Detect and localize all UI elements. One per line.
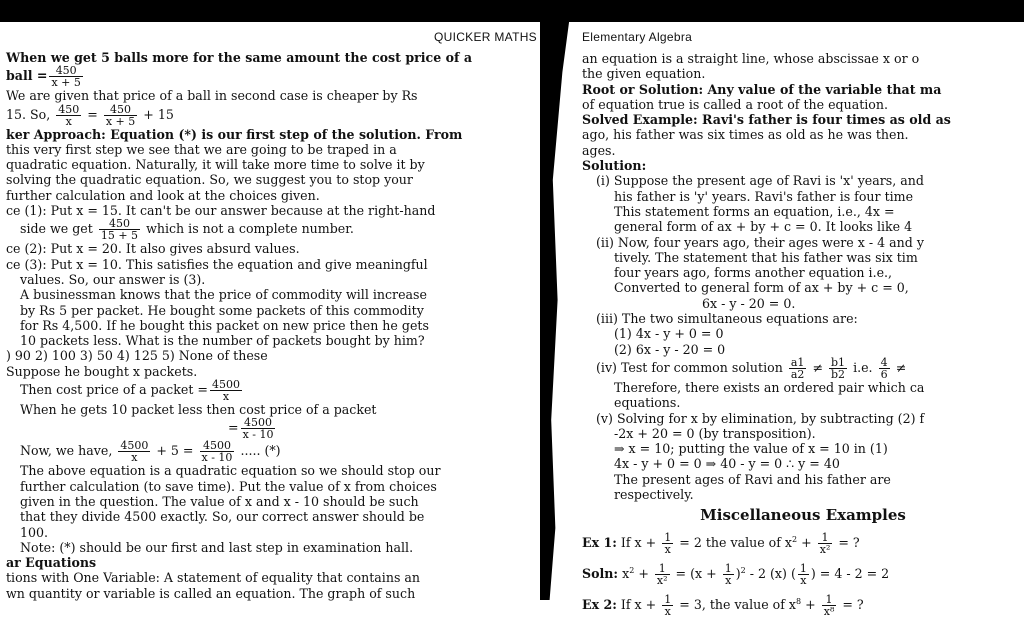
fraction: $\frac{1}{\text{x⁸}}$ [823, 593, 835, 618]
text-line: This statement forms an equation, i.e., 4x = [614, 203, 895, 219]
text-line: equations. [614, 395, 681, 411]
text-line: Suppose he bought x packets. [6, 363, 198, 379]
right-page-body [582, 51, 1024, 617]
text-line: (v) Solving for x by elimination, by subtracting (2) f [596, 410, 925, 426]
example-1: Ex 1: If x + $\frac{1}{x}$ = 2 the value of $x^2$ + $\frac{1}{\text{x²}}$ = ? [582, 530, 860, 556]
fraction: $\frac{4500}{x}$ [211, 378, 240, 404]
text-line: Now, we have, $\frac{4500}{x}$ + 5 = $\frac{4500}{x - 10}$ ..... (*) [20, 439, 281, 465]
text-line: A businessman knows that the price of commodity will increase [20, 287, 427, 303]
fraction: $\frac{4500}{x}$ [120, 439, 149, 465]
text-line: Root or Solution: Any value of the variable that ma [582, 81, 942, 97]
text-line: = $\frac{4500}{x - 10}$ [228, 416, 274, 442]
text-line: 100. [20, 524, 49, 540]
page-header-right: Elementary Algebra [582, 30, 693, 44]
text-line: general form of ax + by + c = 0. It looks like 4 [614, 219, 913, 235]
solution-1: Soln: $x^2$ + $\frac{1}{\text{x²}}$ = (x + $\frac{1}{x}$ )$^2$ - 2 (x) ( $\frac{1}{x}$ ) = 4 - 2 = 2 [582, 561, 890, 587]
right-page [572, 22, 1024, 618]
text-line: ages. [582, 142, 616, 158]
text-line: Solved Example: Ravi's father is four times as old as [582, 112, 951, 128]
fraction: $\frac{450}{x + 5}$ [51, 64, 81, 90]
fraction: $\frac{1}{x}$ [799, 561, 807, 587]
text-line: an equation is a straight line, whose abscissae x or o [582, 51, 920, 66]
text-line: Then cost price of a packet = $\frac{4500}{x}$ [20, 378, 240, 404]
text-line: given in the question. The value of x and x - 10 should be such [20, 493, 419, 509]
text-line: ago, his father was six times as old as he was then. [582, 127, 909, 143]
text-line: tively. The statement that his father was six tim [614, 249, 918, 265]
text-line: 6x - y - 20 = 0. [702, 295, 796, 311]
left-page-body [6, 50, 543, 601]
fraction: $\frac{450}{15 + 5}$ [100, 217, 139, 243]
text-line: tions with One Variable: A statement of equality that contains an [6, 570, 421, 586]
fraction: $\frac{4500}{x - 10}$ [201, 439, 233, 465]
text-line: (i) Suppose the present age of Ravi is 'x' years, and [596, 173, 924, 189]
text-line: that they divide 4500 exactly. So, our correct answer should be [20, 509, 425, 525]
fraction: $\frac{a1}{a2}$ [790, 355, 805, 381]
left-page [0, 22, 543, 600]
text-line: wn quantity or variable is called an equation. The graph of such [6, 585, 416, 601]
fraction: $\frac{4}{6}$ [880, 355, 888, 381]
text-line: ball = $\frac{450}{x + 5}$ [6, 64, 81, 90]
text-line: side we get $\frac{450}{15 + 5}$ which is not a complete number. [20, 217, 354, 243]
text-line: The present ages of Ravi and his father are [614, 471, 891, 487]
text-line: ce (3): Put x = 10. This satisfies the equation and give meaningful [6, 256, 428, 272]
fraction: $\frac{1}{x}$ [664, 530, 672, 556]
text-line: The above equation is a quadratic equation so we should stop our [20, 463, 441, 479]
text-line: When he gets 10 packet less then cost price of a packet [20, 402, 377, 418]
text-line: ⇒ x = 10; putting the value of x = 10 in (1) [614, 441, 888, 457]
fraction: $\frac{4500}{x - 10}$ [242, 416, 274, 442]
section-heading: ar Equations [6, 555, 97, 571]
text-line: Converted to general form of ax + by + c = 0, [614, 280, 909, 296]
book-gutter [540, 0, 572, 600]
text-line: (iv) Test for common solution $\frac{a1}{a2}$ ≠ $\frac{b1}{b2}$ i.e. $\frac{4}{6}$ ≠ [596, 355, 907, 381]
text-line: further calculation and look at the choices given. [6, 187, 320, 203]
fraction: $\frac{450}{x}$ [58, 102, 80, 128]
text-line: ker Approach: Equation (*) is our first step of the solution. From [6, 126, 463, 142]
text-line: respectively. [614, 487, 694, 503]
fraction: $\frac{b1}{b2}$ [831, 355, 846, 381]
text-line: the given equation. [582, 66, 706, 82]
text-line: 4x - y + 0 = 0 ⇒ 40 - y = 0 ∴ y = 40 [614, 456, 840, 472]
text-line: (2) 6x - y - 20 = 0 [614, 341, 726, 357]
text-line: for Rs 4,500. If he bought this packet on new price then he gets [20, 317, 429, 333]
fraction: $\frac{450}{x + 5}$ [105, 102, 136, 128]
fraction: $\frac{1}{\text{x²}}$ [656, 561, 668, 587]
text-line: When we get 5 balls more for the same amount the cost price of a [6, 50, 472, 65]
text-line: (iii) The two simultaneous equations are: [596, 311, 858, 327]
text-line: his father is 'y' years. Ravi's father is four time [614, 188, 914, 204]
section-title: Miscellaneous Examples [700, 506, 906, 525]
text-line: (ii) Now, four years ago, their ages were x - 4 and y [596, 234, 924, 250]
text-line: this very first step we see that we are going to be traped in a [6, 141, 397, 157]
text-line: ce (2): Put x = 20. It also gives absurd values. [6, 241, 300, 257]
fraction: $\frac{1}{x}$ [664, 593, 672, 618]
text-line: quadratic equation. Naturally, it will take more time to solve it by [6, 157, 425, 173]
text-line: 10 packets less. What is the number of packets bought by him? [20, 333, 425, 349]
text-line: solving the quadratic equation. So, we suggest you to stop your [6, 172, 413, 188]
text-line: Note: (*) should be our first and last step in examination hall. [20, 539, 414, 555]
example-2: Ex 2: If x + $\frac{1}{x}$ = 3, the value of $x^8$ + $\frac{1}{\text{x⁸}}$ = ? [582, 593, 864, 618]
text-line: Therefore, there exists an ordered pair which ca [614, 379, 925, 395]
page-header-left: QUICKER MATHS [433, 30, 537, 44]
text-line: We are given that price of a ball in second case is cheaper by Rs [6, 88, 418, 104]
text-line: ) 90 2) 100 3) 50 4) 125 5) None of these [6, 348, 268, 364]
text-line: (1) 4x - y + 0 = 0 [614, 326, 724, 342]
scan-top-border [0, 0, 1024, 22]
text-line: of equation true is called a root of the equation. [582, 96, 888, 112]
fraction: $\frac{1}{\text{x²}}$ [819, 530, 831, 556]
text-line: 15. So, $\frac{450}{x}$ = $\frac{450}{x + 5}$ + 15 [6, 102, 174, 128]
text-line: -2x + 20 = 0 (by transposition). [614, 425, 816, 441]
text-line: values. So, our answer is (3). [20, 271, 206, 287]
text-line: Solution: [582, 158, 647, 174]
text-line: by Rs 5 per packet. He bought some packets of this commodity [20, 302, 424, 318]
fraction: $\frac{1}{x}$ [724, 561, 732, 587]
text-line: ce (1): Put x = 15. It can't be our answer because at the right-hand [6, 203, 436, 219]
text-line: four years ago, forms another equation i.e., [614, 265, 893, 281]
text-line: further calculation (to save time). Put the value of x from choices [20, 478, 437, 494]
